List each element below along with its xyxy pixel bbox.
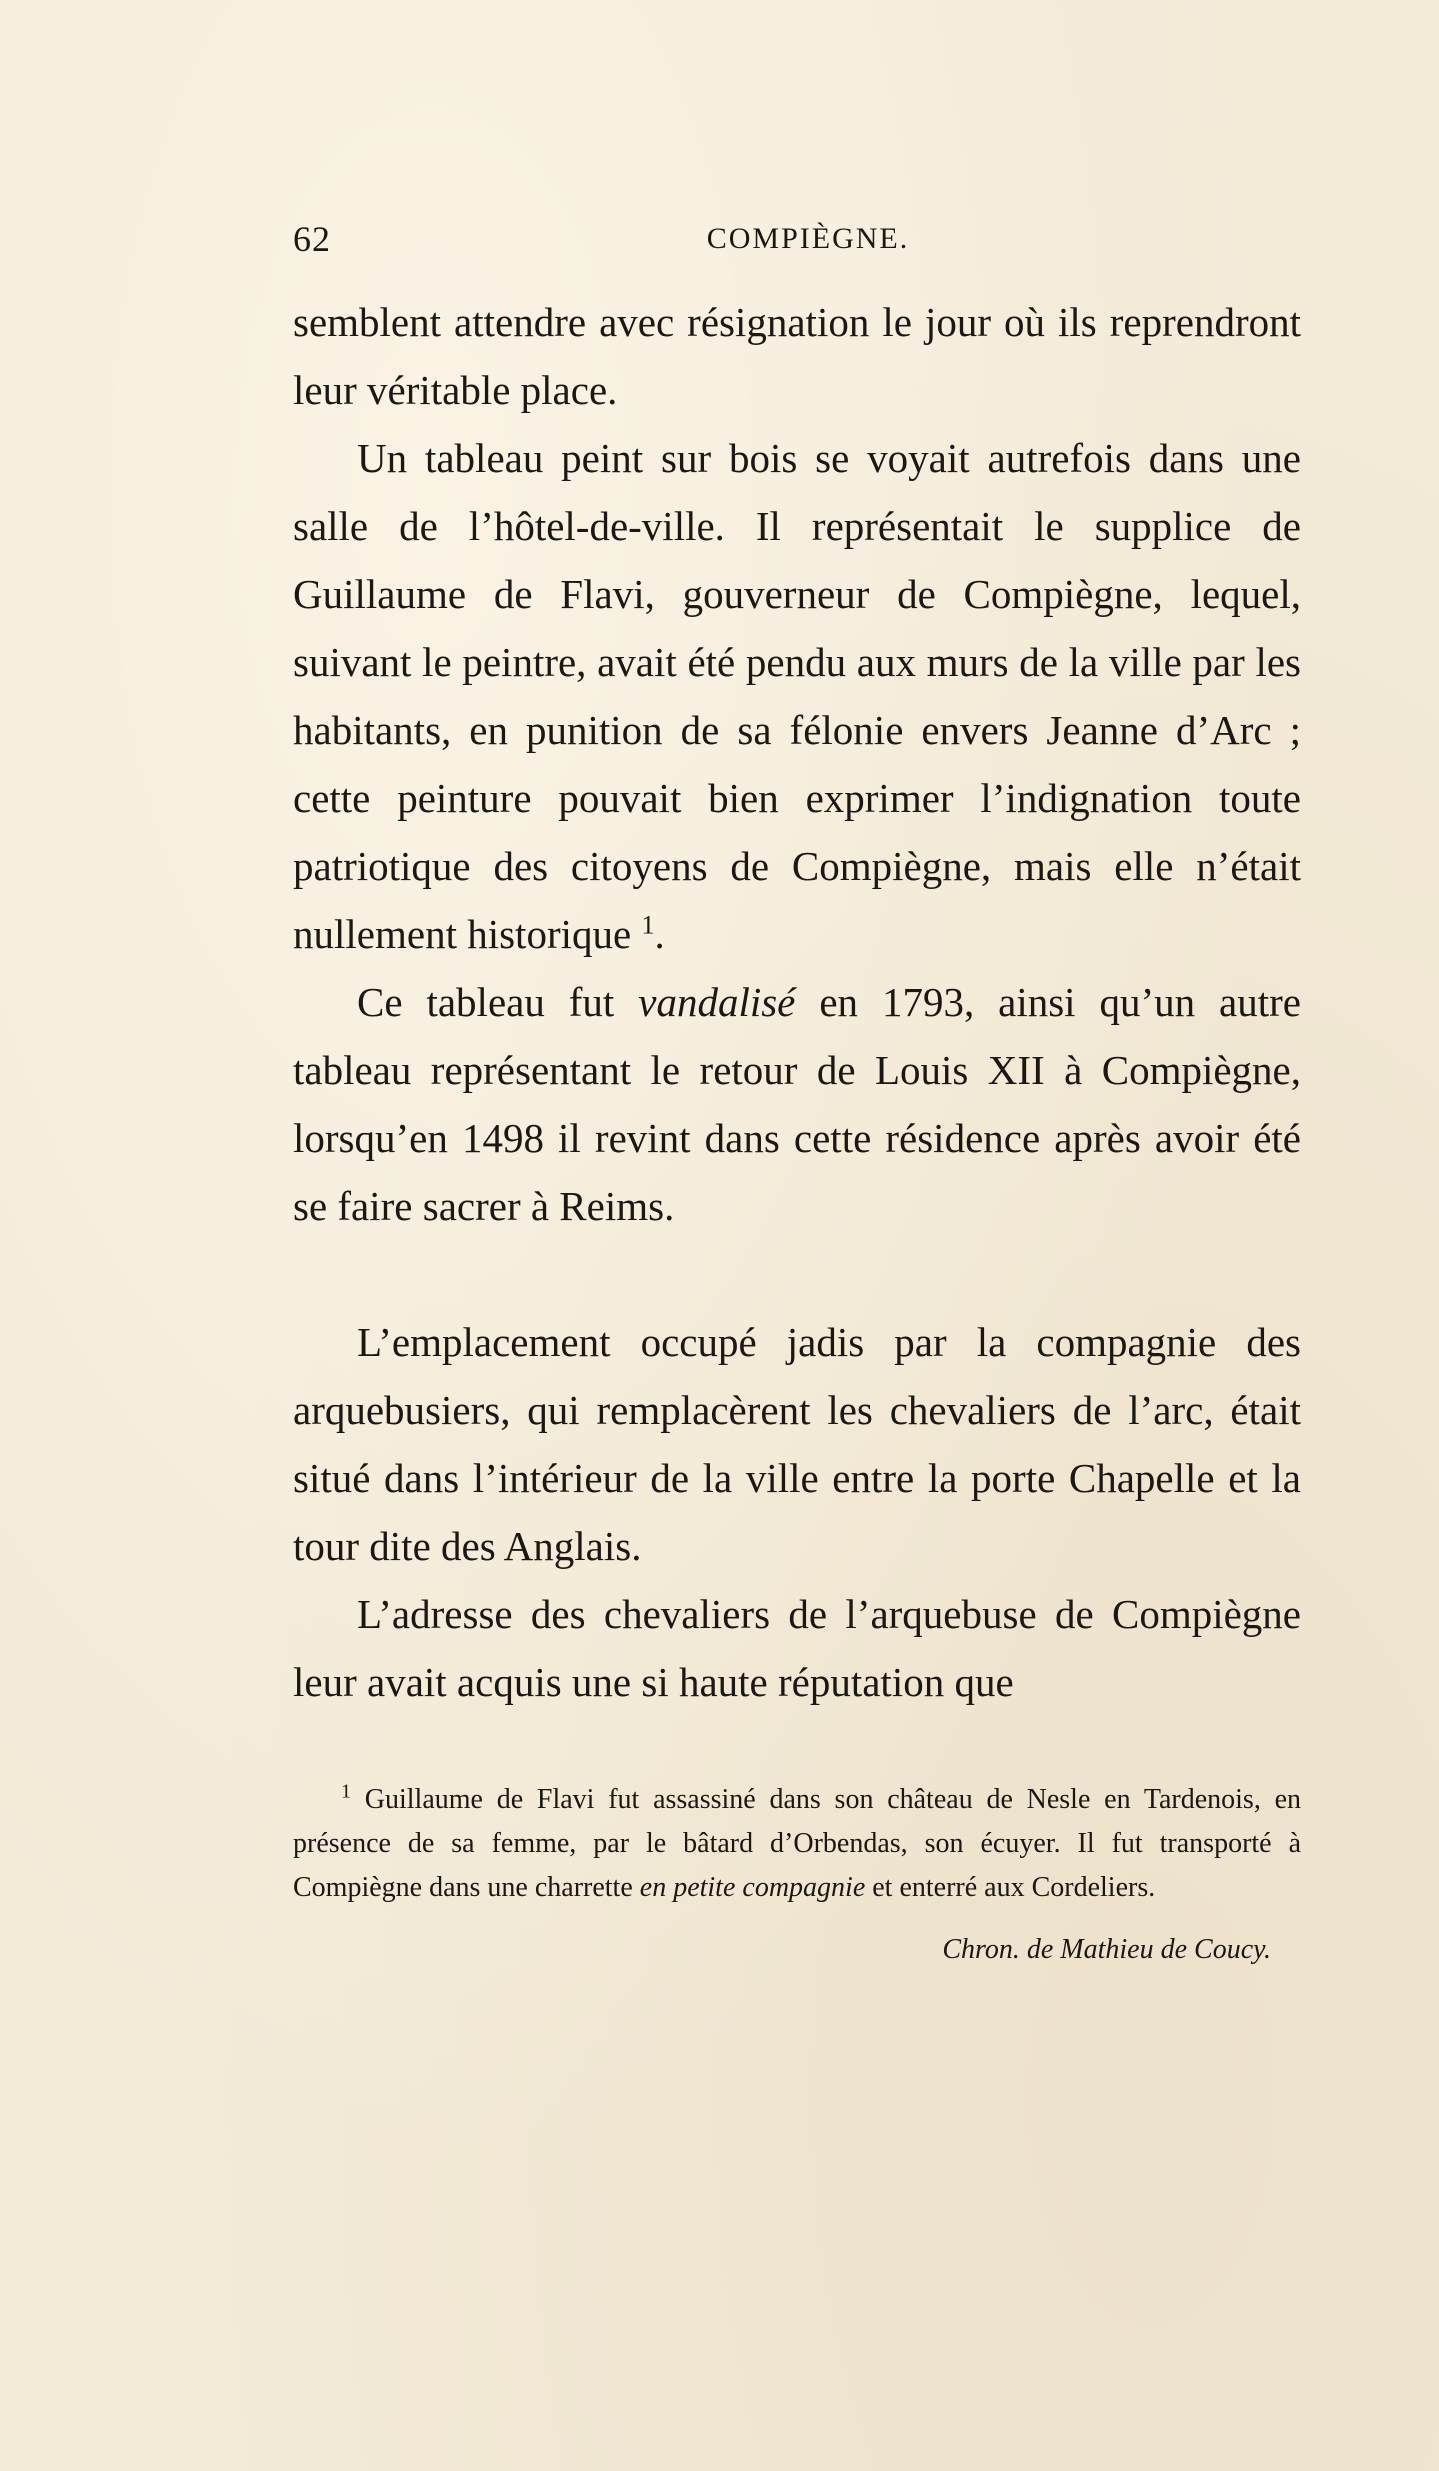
paragraph-3-rest: en 1793, ainsi qu’un autre tableau représentant le retour de Louis XII à Compiègne, lorsqu’en 1498 il revint dans cette résidence après avoir été se faire sacrer à Reims.	[293, 979, 1301, 1229]
footnote-source: Chron. de Mathieu de Coucy.	[942, 1934, 1271, 1965]
main-text	[293, 288, 1301, 1716]
footnote-emphasis: en petite compagnie	[639, 1872, 866, 1903]
paragraph-1-text: semblent attendre avec résignation le jour où ils reprendront leur véritable place.	[293, 299, 1301, 413]
footnote-text-end: et enterré aux Cordeliers.	[865, 1872, 1156, 1903]
paragraph-2-end: .	[654, 911, 665, 957]
footnote-1	[293, 1778, 1301, 1910]
paragraph-2	[293, 424, 1301, 968]
paragraph-1	[293, 288, 1301, 424]
page-number: 62	[293, 219, 331, 259]
footnote-number: 1	[341, 1780, 351, 1803]
paragraph-3-start: Ce tableau fut	[357, 979, 639, 1025]
footnote-reference: 1	[641, 910, 655, 940]
paragraph-3-emphasis: vandalisé	[638, 979, 796, 1025]
paragraph-3	[293, 968, 1301, 1240]
footnote-text-start: Guillaume de Flavi fut assassiné dans son château de Nesle en Tardenois, en présence de sa femme, par le bâtard d’Orbendas, son écuyer. Il fut transporté à Compiègne dans une charrette	[293, 1784, 1301, 1903]
footnotes	[293, 1778, 1301, 1972]
paragraph-5	[293, 1580, 1301, 1716]
running-title: COMPIÈGNE.	[706, 222, 910, 255]
paragraph-4	[293, 1308, 1301, 1580]
paragraph-4-text: L’emplacement occupé jadis par la compagnie des arquebusiers, qui remplacèrent les chevaliers de l’arc, était situé dans l’intérieur de la ville entre la porte Chapelle et la tour dite des Anglais.	[293, 1319, 1301, 1569]
page-header	[293, 218, 1323, 268]
paragraph-2-text: Un tableau peint sur bois se voyait autrefois dans une salle de l’hôtel-de-ville. Il représentait le supplice de Guillaume de Flavi, gouverneur de Compiègne, lequel, suivant le peintre, avait été pendu aux murs de la ville par les habitants, en punition de sa félonie envers Jeanne d’Arc ; cette peinture pouvait bien exprimer l’indignation toute patriotique des citoyens de Compiègne, mais elle n’était nullement historique	[293, 435, 1301, 957]
paragraph-5-text: L’adresse des chevaliers de l’arquebuse de Compiègne leur avait acquis une si haute réputation que	[293, 1591, 1301, 1705]
